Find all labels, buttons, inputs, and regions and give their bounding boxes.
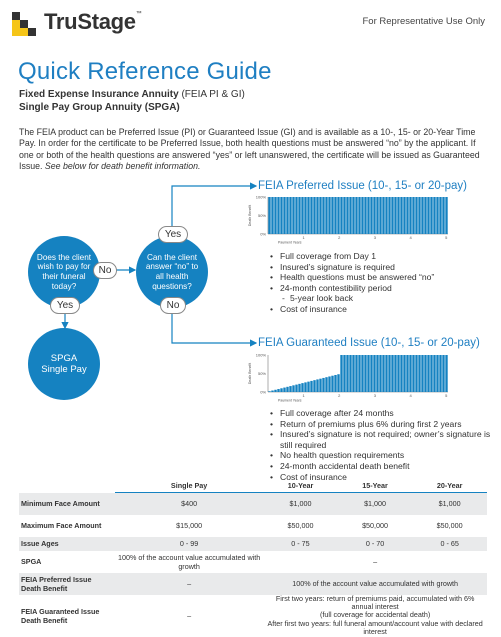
chart-bar [376, 197, 378, 234]
reference-table [19, 478, 487, 637]
chart-ylabel: Death Benefit [248, 204, 252, 227]
chart-bar [385, 197, 387, 234]
chart-bar [319, 197, 321, 234]
chart-bar [376, 355, 378, 392]
chart-bar [310, 197, 312, 234]
chart-bar [415, 355, 417, 392]
chart-bar [370, 197, 372, 234]
chart-bar [436, 355, 438, 392]
chart-bar [340, 197, 342, 234]
chart-bar [379, 197, 381, 234]
chart-bar [298, 384, 300, 392]
chart-bar [391, 355, 393, 392]
list-item: • Full coverage from Day 1 [270, 251, 480, 262]
chart-bar [325, 197, 327, 234]
gi-section-title: FEIA Guaranteed Issue (10-, 15- or 20-pay) [258, 337, 480, 349]
chart-bar [286, 387, 288, 392]
chart-bar [445, 197, 447, 234]
table-cell: – [115, 573, 263, 595]
representative-note: For Representative Use Only [362, 16, 485, 27]
subtitle-spga: Single Pay Group Annuity (SPGA) [19, 102, 180, 113]
chart-bar [358, 355, 360, 392]
chart-bar [319, 379, 321, 392]
chart-bar [424, 197, 426, 234]
table-cell: 100% of the account value accumulated with growth [117, 552, 261, 571]
chart-xtick: 4 [409, 393, 412, 398]
chart-bar [337, 374, 339, 392]
gi-death-benefit-chart [246, 352, 456, 402]
chart-bar [421, 355, 423, 392]
chart-bar [346, 197, 348, 234]
table-cell: 0 - 99 [115, 537, 263, 551]
list-item: • Cost of insurance [270, 304, 480, 315]
table-cell: 0 - 75 [263, 537, 338, 551]
chart-bar [430, 355, 432, 392]
chart-bar [322, 197, 324, 234]
list-item: • Cost of insurance [270, 472, 492, 483]
list-item: • 24-month contestibility period [270, 283, 480, 294]
chart-bar [334, 197, 336, 234]
chart-bar [349, 355, 351, 392]
table-cell: 0 - 65 [412, 537, 487, 551]
chart-bar [439, 197, 441, 234]
row-label: FEIA Preferred Issue Death Benefit [19, 573, 115, 595]
table-row [19, 515, 487, 537]
table-cell: 0 - 70 [338, 537, 413, 551]
chart-bar [331, 197, 333, 234]
table-cell: $50,000 [287, 521, 314, 530]
chart-bar [346, 355, 348, 392]
list-item: • Insured’s signature is not required; owner’s signature is still required [270, 429, 492, 450]
chart-bar [304, 382, 306, 392]
chart-bar [382, 197, 384, 234]
chart-bar [403, 197, 405, 234]
chart-bar [424, 355, 426, 392]
row-label: Issue Ages [19, 537, 115, 551]
table-header: Single Pay [115, 478, 263, 493]
chart-ytick: 50% [257, 371, 266, 376]
chart-bar [388, 355, 390, 392]
chart-bar [292, 385, 294, 392]
chart-bar [352, 197, 354, 234]
chart-bar [316, 379, 318, 392]
chart-bar [373, 355, 375, 392]
chart-bar [373, 197, 375, 234]
chart-bar [394, 197, 396, 234]
table-row [19, 537, 487, 551]
pi-section-title: FEIA Preferred Issue (10-, 15- or 20-pay) [258, 180, 468, 192]
table-row [19, 493, 487, 515]
chart-bar [403, 355, 405, 392]
chart-bar [277, 389, 279, 392]
chart-bar [385, 355, 387, 392]
chart-bar [280, 388, 282, 392]
table-cell: – [373, 557, 378, 566]
chart-xtick: 5 [445, 235, 448, 240]
chart-bar [331, 376, 333, 392]
chart-xtick: 3 [373, 235, 377, 240]
table-header: 20-Year [412, 478, 487, 493]
row-label: Maximum Face Amount [21, 521, 102, 530]
chart-bar [316, 197, 318, 234]
chart-bar [361, 197, 363, 234]
chart-xlabel: Payment Years [278, 240, 302, 244]
table-header: 15-Year [338, 478, 413, 493]
chart-bar [415, 197, 417, 234]
chart-xtick: 2 [338, 393, 341, 398]
chart-bar [358, 197, 360, 234]
chart-bar [307, 382, 309, 392]
chart-bar [307, 197, 309, 234]
chart-bar [292, 197, 294, 234]
chart-bar [364, 355, 366, 392]
chart-ytick: 0% [260, 231, 266, 237]
chart-bar [409, 355, 411, 392]
answer-no-q1: No [93, 262, 117, 279]
table-cell: $1,000 [412, 493, 487, 515]
chart-bar [364, 197, 366, 234]
table-header: 10-Year [263, 478, 338, 493]
answer-yes-q1: Yes [50, 297, 80, 314]
chart-bar [394, 355, 396, 392]
chart-bar [409, 197, 411, 234]
chart-xtick: 3 [373, 393, 377, 398]
chart-bar [412, 197, 414, 234]
chart-bar [274, 197, 276, 234]
chart-bar [283, 388, 285, 392]
chart-xtick: 1 [302, 393, 305, 398]
chart-bar [406, 355, 408, 392]
chart-bar [301, 383, 303, 392]
gi-bullets [270, 408, 492, 482]
chart-bar [343, 355, 345, 392]
brand-name: TruStage™ [44, 9, 142, 34]
row-label: Minimum Face Amount [19, 493, 115, 515]
chart-bar [277, 197, 279, 234]
chart-bar [283, 197, 285, 234]
chart-bar [295, 197, 297, 234]
pi-bullets [270, 251, 480, 315]
chart-xtick: 1 [302, 235, 305, 240]
chart-bar [406, 197, 408, 234]
table-cell: $50,000 [362, 521, 389, 530]
table-row [19, 573, 487, 595]
chart-bar [397, 197, 399, 234]
table-cell: First two years: return of premiums paid, accumulated with 6% annual interest (full coverage for accidental death) After first two years: full funeral amount/account value with declared interest [267, 593, 483, 637]
question-pay-today: Does the client wish to pay for their funeral today? [28, 236, 100, 308]
chart-bar [271, 197, 273, 234]
chart-bar [367, 197, 369, 234]
table-cell: $1,000 [338, 493, 413, 515]
chart-bar [400, 355, 402, 392]
chart-bar [442, 197, 444, 234]
chart-bar [337, 197, 339, 234]
chart-xlabel: Payment Years [278, 398, 302, 402]
chart-bar [298, 197, 300, 234]
chart-bar [286, 197, 288, 234]
chart-bar [436, 197, 438, 234]
table-cell: $15,000 [176, 521, 203, 530]
chart-bar [310, 381, 312, 392]
list-item: • Health questions must be answered “no” [270, 272, 480, 283]
chart-bar [391, 197, 393, 234]
chart-ytick: 100% [255, 352, 266, 358]
chart-xtick: 5 [445, 393, 448, 398]
chart-bar [367, 355, 369, 392]
pi-death-benefit-chart [246, 194, 456, 244]
spga-single-pay: SPGA Single Pay [28, 328, 100, 400]
chart-bar [382, 355, 384, 392]
chart-bar [340, 355, 342, 392]
chart-bar [427, 197, 429, 234]
chart-bar [388, 197, 390, 234]
chart-bar [421, 197, 423, 234]
page-title: Quick Reference Guide [18, 58, 272, 85]
chart-bar [295, 385, 297, 392]
chart-bar [325, 377, 327, 392]
chart-bar [349, 197, 351, 234]
chart-bar [289, 197, 291, 234]
chart-ytick: 0% [260, 389, 266, 395]
chart-bar [445, 355, 447, 392]
chart-bar [397, 355, 399, 392]
list-item: • Return of premiums plus 6% during first 2 years [270, 419, 492, 430]
table-header [19, 478, 115, 493]
chart-bar [268, 391, 270, 392]
chart-bar [418, 355, 420, 392]
chart-bar [355, 197, 357, 234]
question-health: Can the client answer “no” to all health questions? [136, 236, 208, 308]
chart-bar [361, 355, 363, 392]
chart-bar [343, 197, 345, 234]
chart-bar [370, 355, 372, 392]
chart-bar [268, 197, 270, 234]
table-header-row [19, 478, 487, 493]
chart-bar [280, 197, 282, 234]
table-cell: $50,000 [436, 521, 463, 530]
chart-bar [328, 376, 330, 392]
chart-bar [313, 197, 315, 234]
table-row [19, 595, 487, 637]
chart-bar [433, 197, 435, 234]
answer-yes-q2: Yes [158, 226, 188, 243]
table-cell: $400 [115, 493, 263, 515]
intro-paragraph: The FEIA product can be Preferred Issue (PI) or Guaranteed Issue (GI) and is available as a 10-, 15- or 20-Year Time Pay. In order for the certificate to be Preferred Issue, both health questions must be answered “no” by the applicant. If one or both of the health questions are answered “yes” or left unanswered, the certificate will be issued as Guaranteed Issue. See below for death benefit information. [19, 127, 480, 171]
chart-bar [313, 380, 315, 392]
list-item: • Full coverage after 24 months [270, 408, 492, 419]
chart-bar [400, 197, 402, 234]
list-item: - 5-year look back [270, 293, 480, 304]
chart-bar [301, 197, 303, 234]
chart-bar [442, 355, 444, 392]
table-cell: – [187, 611, 192, 621]
chart-bar [352, 355, 354, 392]
chart-ytick: 100% [255, 194, 266, 200]
chart-bar [439, 355, 441, 392]
chart-xtick: 4 [409, 235, 412, 240]
list-item: • No health question requirements [270, 450, 492, 461]
table-cell: $1,000 [263, 493, 338, 515]
chart-bar [379, 355, 381, 392]
chart-bar [271, 391, 273, 392]
row-label: FEIA Guaranteed Issue Death Benefit [21, 606, 100, 625]
chart-bar [274, 390, 276, 392]
chart-bar [433, 355, 435, 392]
chart-bar [355, 355, 357, 392]
chart-bar [328, 197, 330, 234]
chart-bar [304, 197, 306, 234]
chart-ylabel: Death Benefit [248, 362, 252, 385]
chart-xtick: 2 [338, 235, 341, 240]
trustage-logo-icon [12, 8, 40, 36]
chart-bar [334, 375, 336, 392]
table-row [19, 551, 487, 573]
chart-bar [412, 355, 414, 392]
chart-bar [418, 197, 420, 234]
list-item: • Insured’s signature is required [270, 262, 480, 273]
chart-bar [430, 197, 432, 234]
chart-bar [289, 386, 291, 392]
subtitle-feia: Fixed Expense Insurance Annuity (FEIA PI & GI) [19, 89, 245, 100]
chart-bar [322, 378, 324, 392]
chart-ytick: 50% [257, 213, 266, 218]
answer-no-q2: No [160, 297, 186, 314]
row-label: SPGA [21, 557, 42, 566]
chart-bar [427, 355, 429, 392]
table-cell: 100% of the account value accumulated with growth [263, 573, 487, 595]
list-item: • 24-month accidental death benefit [270, 461, 492, 472]
